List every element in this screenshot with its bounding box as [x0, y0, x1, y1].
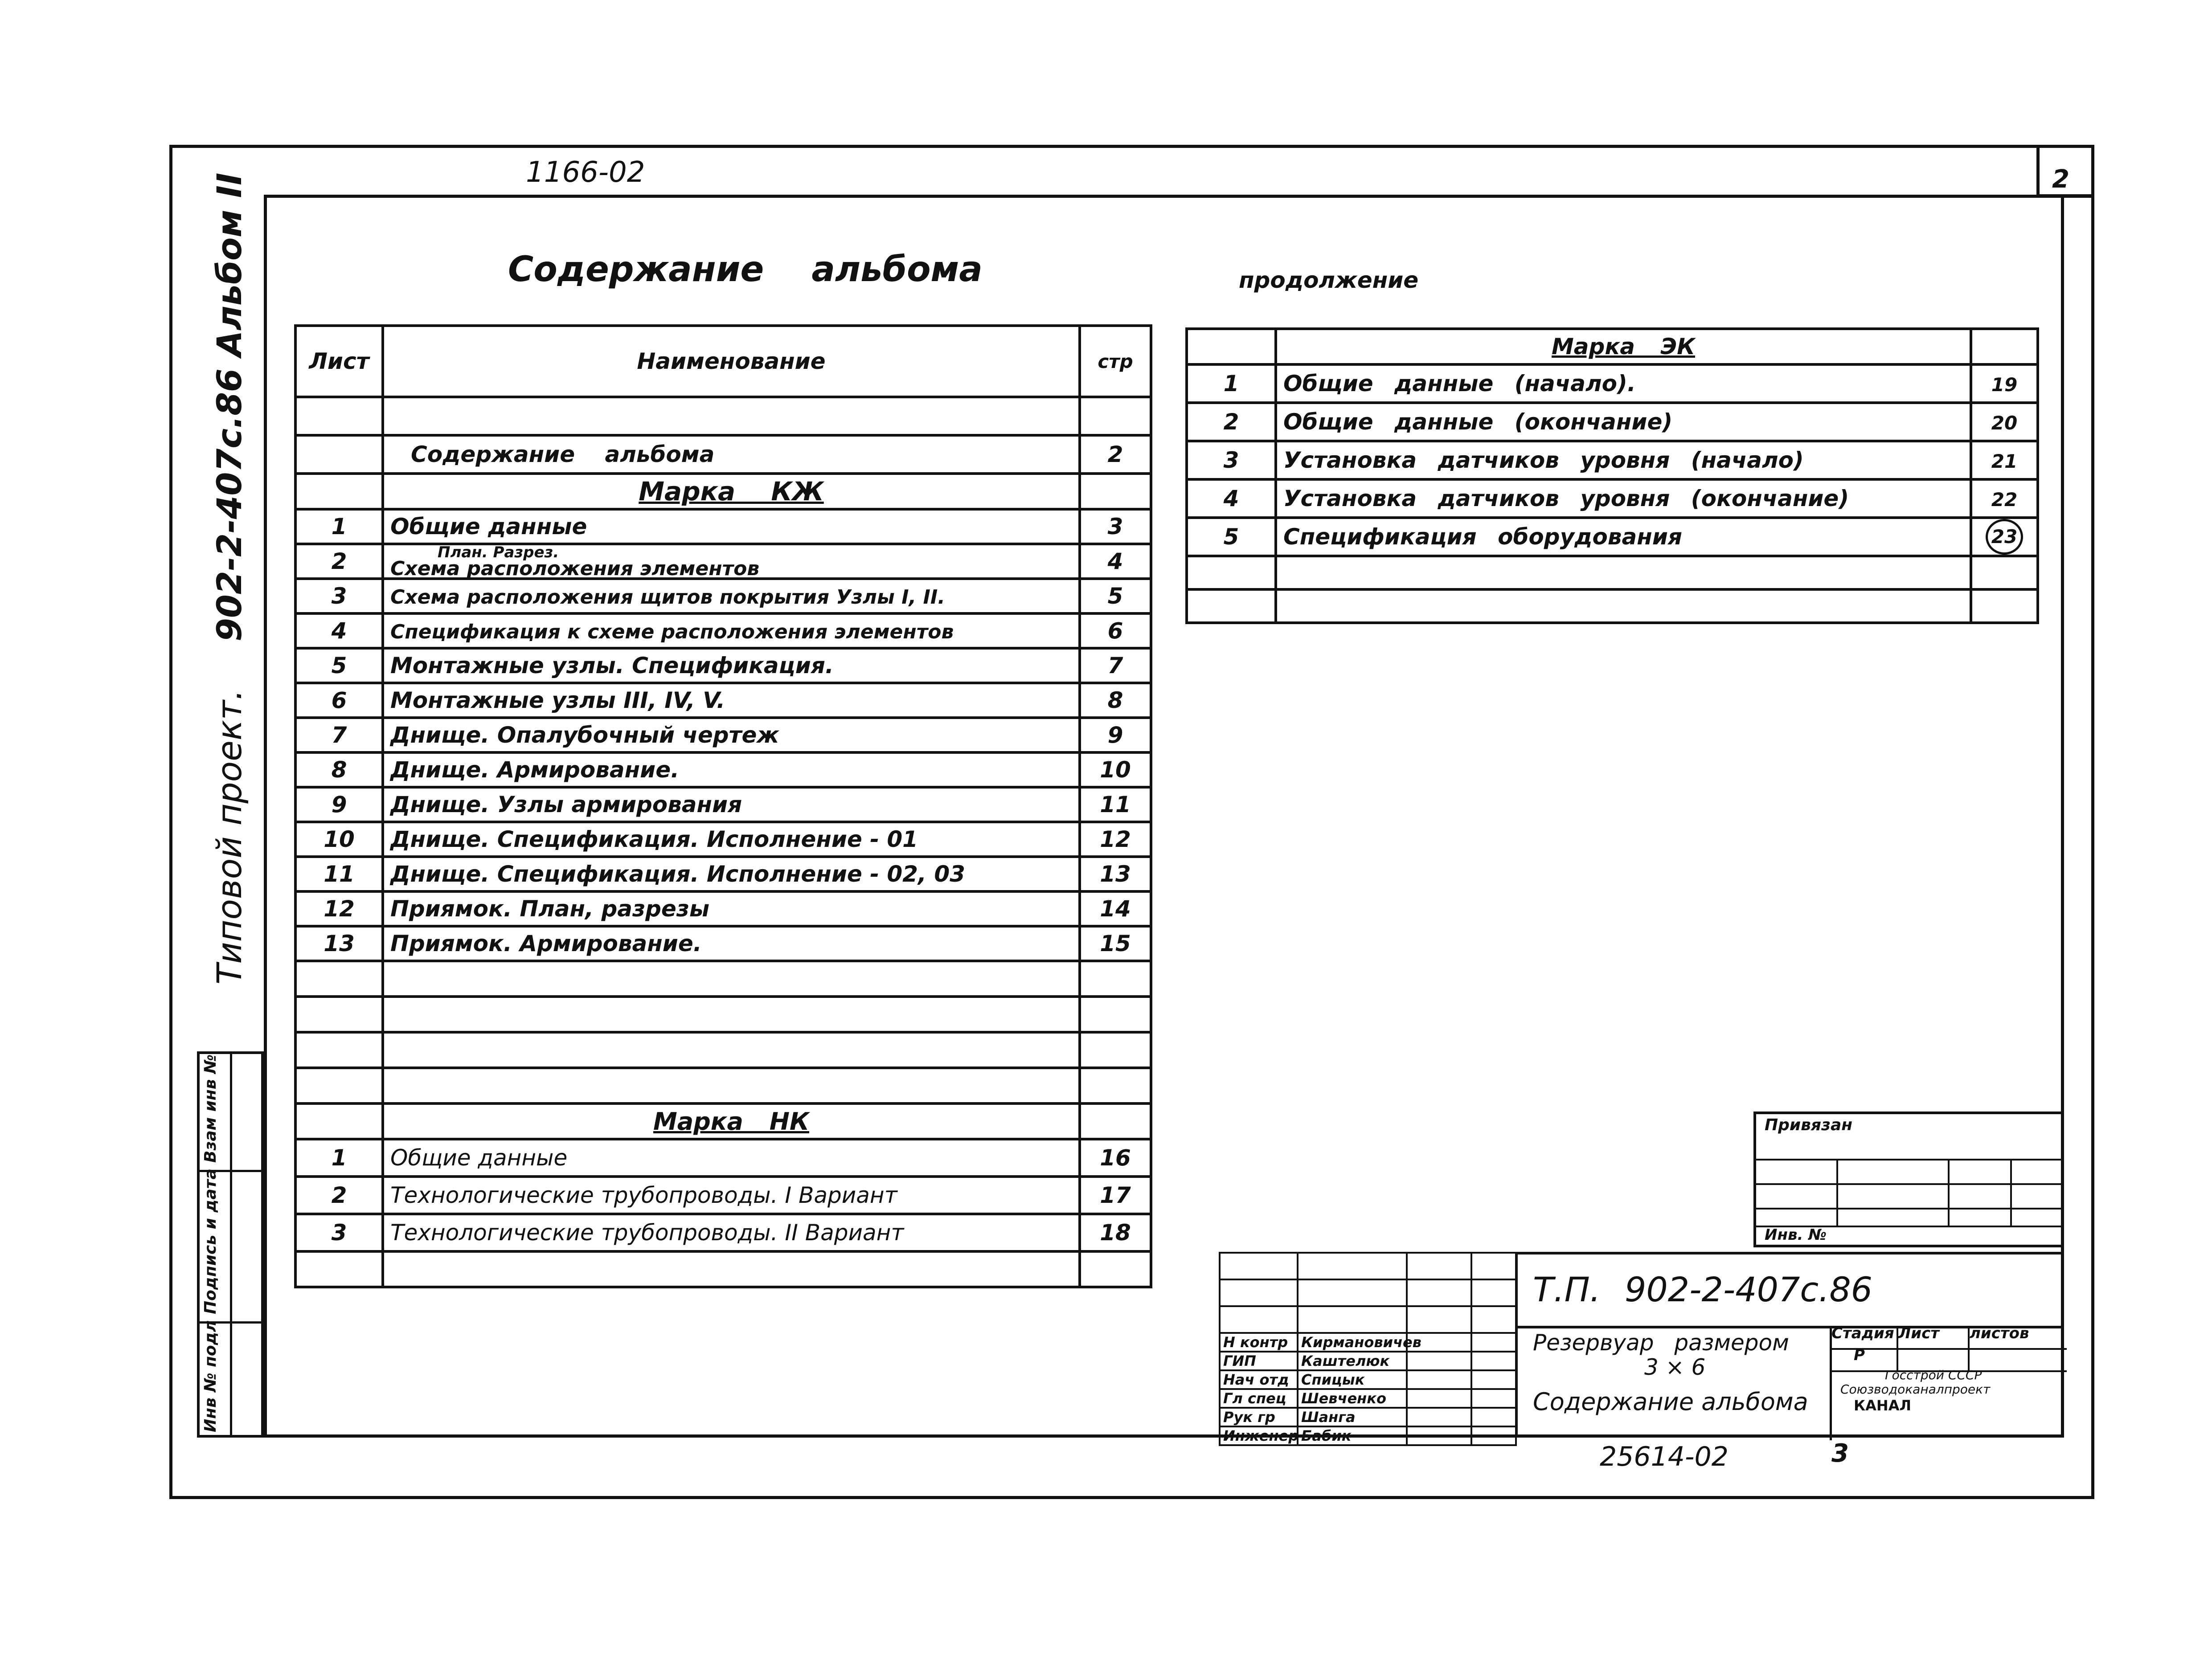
strip-label-podpis: Подпись и дата — [201, 1169, 220, 1314]
ek-row-name: Установка датчиков уровня (начало) — [1276, 441, 1971, 479]
kzh-row-title: Схема расположения элементов — [390, 557, 760, 580]
stamp-person: Бабик — [1298, 1426, 1407, 1445]
kzh-row-number: 12 — [295, 891, 383, 926]
org-line3: КАНАЛ — [1854, 1397, 1912, 1414]
stamp-person: Шанга — [1298, 1408, 1407, 1426]
stamp-signature — [1407, 1370, 1471, 1389]
strip-label-inv: Инв № подл — [201, 1320, 220, 1432]
object-line1: Резервуар размером — [1533, 1330, 1789, 1356]
side-project-code: 902-2-407с.86 Альбом II — [209, 172, 249, 642]
kzh-row-number: 10 — [295, 822, 383, 857]
kzh-row-page: 11 — [1080, 787, 1151, 822]
kzh-row-number: 3 — [295, 579, 383, 613]
ek-row-number: 5 — [1187, 518, 1276, 556]
stamp-date — [1471, 1426, 1516, 1445]
kzh-row-name — [383, 509, 1080, 544]
ek-row-page — [1971, 479, 2038, 518]
kzh-row-number: 1 — [295, 509, 383, 544]
kzh-row-title: Приямок. План, разрезы — [390, 896, 710, 922]
kzh-row-page: 8 — [1080, 683, 1151, 718]
kzh-row-name — [383, 579, 1080, 613]
kzh-row-page: 4 — [1080, 544, 1151, 579]
ek-row-name: Установка датчиков уровня (окончание) — [1276, 479, 1971, 518]
kzh-row-title: Монтажные узлы III, IV, V. — [390, 687, 725, 713]
col-page-header: стр — [1080, 326, 1151, 397]
ek-row-page — [1971, 441, 2038, 479]
kzh-row-title: Днище. Спецификация. Исполнение - 02, 03 — [390, 861, 965, 887]
kzh-row-number: 11 — [295, 857, 383, 891]
kzh-row-title: Приямок. Армирование. — [390, 931, 702, 956]
stamp-person: Кирмановичев — [1298, 1333, 1407, 1352]
sheet-title: Содержание альбома — [1533, 1388, 1808, 1416]
kzh-row-name — [383, 891, 1080, 926]
nk-row-number: 3 — [295, 1214, 383, 1251]
album-contents-title: Содержание альбома — [508, 249, 983, 290]
bottom-number: 25614-02 — [1600, 1441, 1729, 1472]
sheet-label: Лист — [1898, 1324, 1939, 1342]
kzh-row-number: 7 — [295, 718, 383, 752]
stamp-role: Рук гр — [1220, 1408, 1298, 1426]
ek-row-page — [1971, 518, 2038, 556]
stamp-person: Шевченко — [1298, 1389, 1407, 1408]
stamp-role: Инженер — [1220, 1426, 1298, 1445]
intro-row-name: Содержание альбома — [383, 435, 1080, 474]
mark-kzh: Марка КЖ — [639, 476, 824, 507]
stamp-signature — [1407, 1408, 1471, 1426]
ek-row-number: 3 — [1187, 441, 1276, 479]
kzh-row-name — [383, 926, 1080, 961]
mark-ek: Марка ЭК — [1552, 334, 1695, 360]
ek-row-page-value: 20 — [1991, 412, 2018, 434]
kzh-row-page: 12 — [1080, 822, 1151, 857]
ek-row-page — [1971, 403, 2038, 441]
object-line2: 3 × 6 — [1644, 1354, 1706, 1380]
privyazan-inv: Инв. № — [1765, 1226, 1827, 1244]
stamp-role: Н контр — [1220, 1333, 1298, 1352]
intro-row-page: 2 — [1080, 435, 1151, 474]
kzh-row-title: Спецификация к схеме расположения элементов — [390, 621, 954, 643]
ek-row-number: 1 — [1187, 364, 1276, 403]
nk-row-page: 18 — [1080, 1214, 1151, 1251]
stamp-date — [1471, 1408, 1516, 1426]
continued-label: продолжение — [1239, 267, 1419, 293]
ek-row-number: 2 — [1187, 403, 1276, 441]
ek-row-page — [1971, 364, 2038, 403]
stamp-date — [1471, 1333, 1516, 1352]
strip-label-vzam: Взам инв № — [201, 1054, 220, 1163]
stamp-role: ГИП — [1220, 1352, 1298, 1370]
stamp-date — [1471, 1389, 1516, 1408]
org-line2: Союзводоканалпроект — [1840, 1382, 1991, 1397]
nk-row-name: Технологические трубопроводы. I Вариант — [383, 1177, 1080, 1214]
ek-row-name: Общие данные (начало). — [1276, 364, 1971, 403]
stamp-role: Нач отд — [1220, 1370, 1298, 1389]
ek-row-page-circled: 23 — [1986, 519, 2023, 555]
stamp-person: Каштелюк — [1298, 1352, 1407, 1370]
stamp-date — [1471, 1352, 1516, 1370]
kzh-row-number: 13 — [295, 926, 383, 961]
org-line1: Госстрой СССР — [1885, 1368, 1982, 1382]
privyazan-label: Привязан — [1765, 1116, 1853, 1134]
kzh-row-page: 10 — [1080, 752, 1151, 787]
kzh-row-page: 14 — [1080, 891, 1151, 926]
stamp-table — [1219, 1252, 1517, 1446]
kzh-row-name — [383, 752, 1080, 787]
side-project-type: Типовой проект. — [209, 689, 249, 985]
kzh-row-name — [383, 613, 1080, 648]
kzh-row-page: 3 — [1080, 509, 1151, 544]
kzh-row-title: Днище. Опалубочный чертеж — [390, 722, 779, 748]
nk-row-number: 2 — [295, 1177, 383, 1214]
stamp-signature — [1407, 1352, 1471, 1370]
bottom-page: 3 — [1831, 1439, 1849, 1468]
stamp-signature — [1407, 1389, 1471, 1408]
col-sheet-header: Лист — [295, 326, 383, 397]
kzh-row-page: 6 — [1080, 613, 1151, 648]
kzh-row-number: 4 — [295, 613, 383, 648]
ek-row-name: Общие данные (окончание) — [1276, 403, 1971, 441]
stage-label: Стадия — [1831, 1324, 1894, 1342]
stamp-signature — [1407, 1426, 1471, 1445]
kzh-row-number: 6 — [295, 683, 383, 718]
contents-table-left — [294, 324, 1152, 1288]
kzh-row-page: 5 — [1080, 579, 1151, 613]
kzh-row-note: План. Разрез. — [438, 543, 559, 561]
kzh-row-name — [383, 857, 1080, 891]
stamp-date — [1471, 1370, 1516, 1389]
sheets-label: листов — [1970, 1324, 2029, 1342]
mark-nk: Марка НК — [653, 1107, 810, 1136]
kzh-row-name — [383, 648, 1080, 683]
kzh-row-name — [383, 544, 1080, 579]
ek-row-number: 4 — [1187, 479, 1276, 518]
project-code: Т.П. 902-2-407с.86 — [1533, 1270, 1873, 1309]
kzh-row-title: Общие данные — [390, 514, 587, 539]
stamp-person: Спицык — [1298, 1370, 1407, 1389]
kzh-row-title: Монтажные узлы. Спецификация. — [390, 653, 834, 678]
ek-row-name: Спецификация оборудования — [1276, 518, 1971, 556]
kzh-row-title: Днище. Узлы армирования — [390, 792, 742, 817]
ek-row-page-value: 21 — [1991, 450, 2018, 472]
nk-row-page: 16 — [1080, 1139, 1151, 1177]
kzh-row-page: 15 — [1080, 926, 1151, 961]
kzh-row-number: 5 — [295, 648, 383, 683]
ek-row-page-value: 22 — [1991, 489, 2018, 511]
kzh-row-title: Днище. Армирование. — [390, 757, 680, 783]
kzh-row-page: 9 — [1080, 718, 1151, 752]
kzh-row-name — [383, 683, 1080, 718]
stage-value: Р — [1854, 1346, 1865, 1364]
kzh-row-number: 9 — [295, 787, 383, 822]
kzh-row-name — [383, 822, 1080, 857]
nk-row-name: Технологические трубопроводы. II Вариант — [383, 1214, 1080, 1251]
nk-row-number: 1 — [295, 1139, 383, 1177]
kzh-row-title: Схема расположения щитов покрытия Узлы I, II. — [390, 586, 945, 609]
kzh-row-number: 8 — [295, 752, 383, 787]
nk-row-name: Общие данные — [383, 1139, 1080, 1177]
kzh-row-name — [383, 787, 1080, 822]
stamp-role: Гл спец — [1220, 1389, 1298, 1408]
nk-row-page: 17 — [1080, 1177, 1151, 1214]
kzh-row-number: 2 — [295, 544, 383, 579]
kzh-row-name — [383, 718, 1080, 752]
ek-row-page-value: 19 — [1991, 374, 2018, 396]
kzh-row-page: 7 — [1080, 648, 1151, 683]
sheet-number: 2 — [2052, 165, 2069, 194]
top-number: 1166-02 — [526, 156, 645, 189]
contents-table-right — [1185, 327, 2039, 624]
top-strip-line — [264, 195, 2094, 198]
kzh-row-page: 13 — [1080, 857, 1151, 891]
kzh-row-title: Днище. Спецификация. Исполнение - 01 — [390, 826, 918, 852]
col-name-header: Наименование — [383, 326, 1080, 397]
